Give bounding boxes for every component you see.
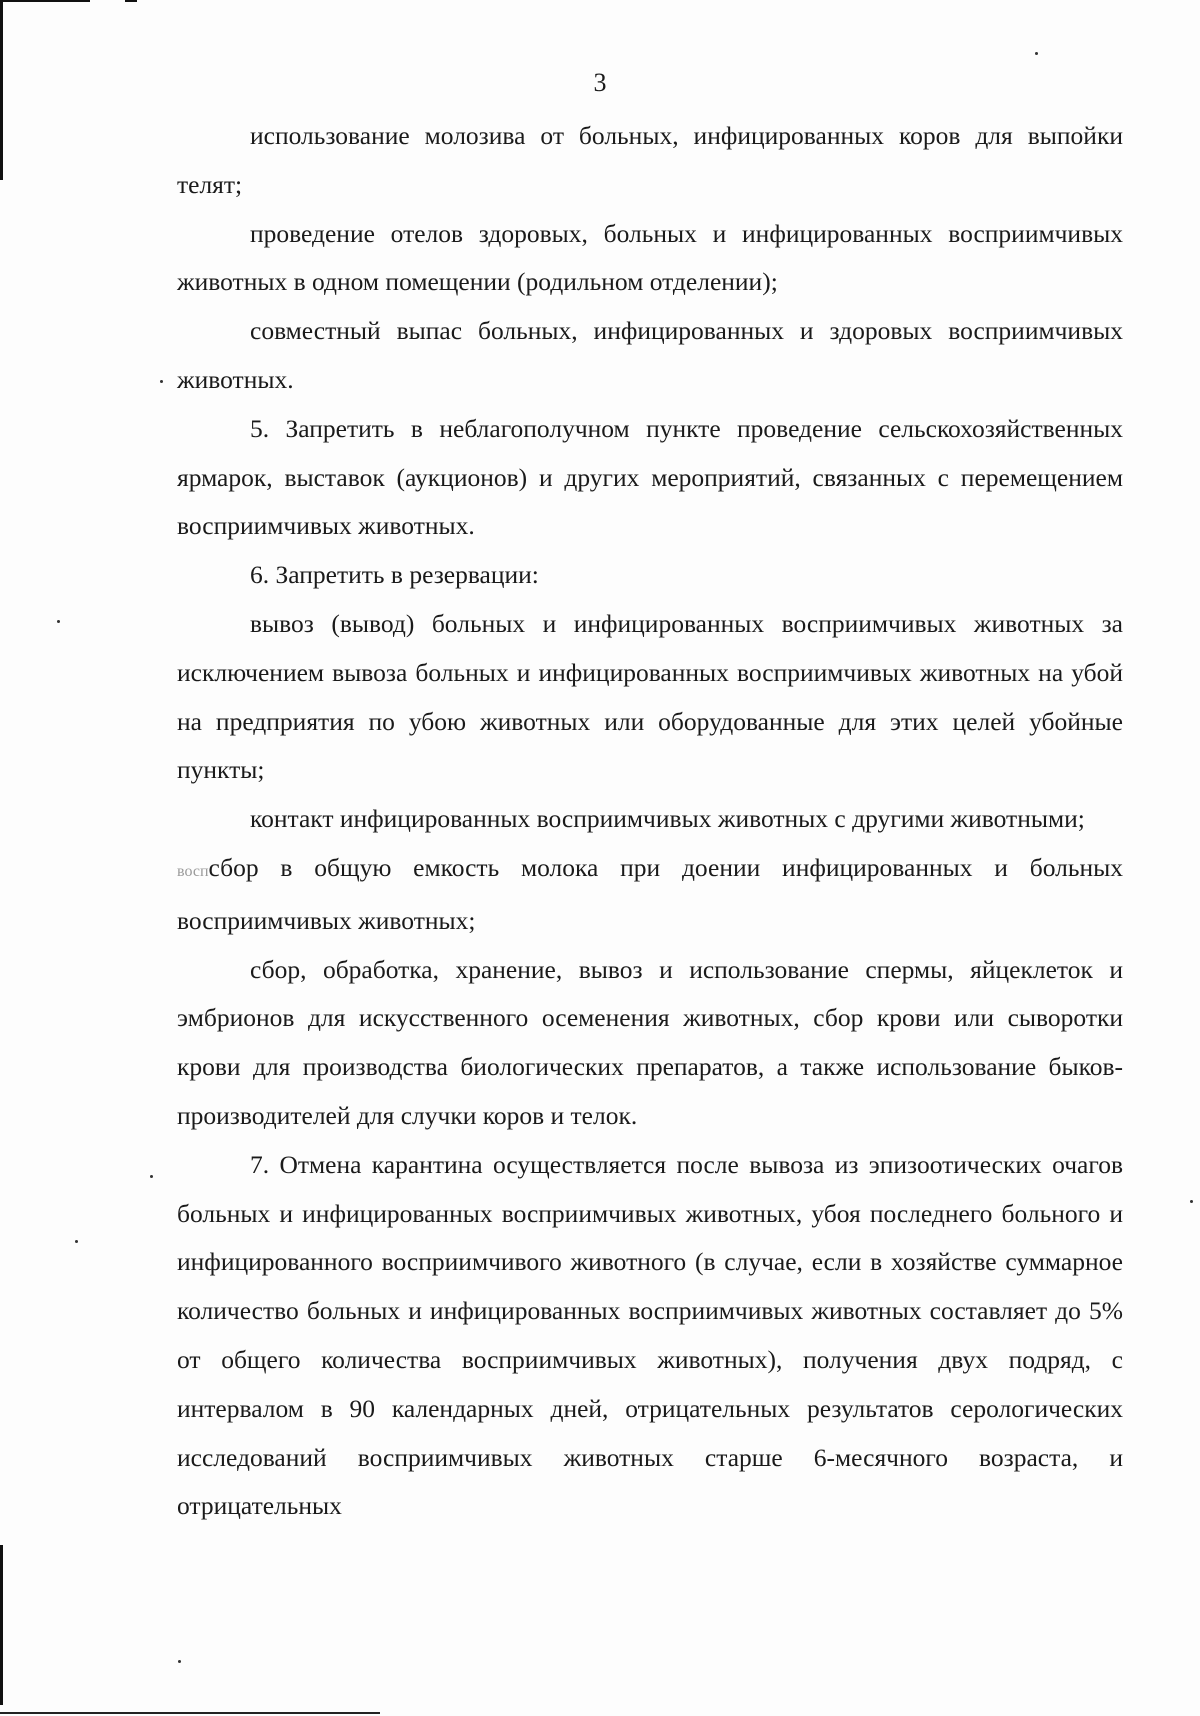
paragraph: 6. Запретить в резервации: bbox=[250, 560, 539, 590]
scan-speck bbox=[1190, 1200, 1193, 1203]
scan-edge-top bbox=[0, 0, 90, 2]
paragraph: совместный выпас больных, инфицированных и здоровых восприимчивых животных. bbox=[177, 316, 1123, 394]
scan-edge-bottom bbox=[0, 1712, 380, 1714]
paragraph-text: сбор в общую емкость молока при доении инфицированных и больных восприимчивых животных; bbox=[177, 852, 1123, 935]
scan-edge-top-mark bbox=[125, 0, 137, 2]
scan-speck bbox=[178, 1660, 181, 1663]
paragraph: проведение отелов здоровых, больных и инфицированных восприимчивых животных в одном помещении (родильном отделении); bbox=[177, 218, 1123, 297]
document-body bbox=[177, 112, 1123, 1531]
scan-speck bbox=[1035, 52, 1038, 55]
paragraph: использование молозива от больных, инфицированных коров для выпойки телят; bbox=[177, 121, 1123, 199]
scan-artifact-text: восп bbox=[177, 862, 209, 880]
paragraph: вывоз (вывод) больных и инфицированных восприимчивых животных за исключением вывоза больных и инфицированных восприимчивых животных на убой на предприятия по убою животных или оборудованные для этих целей убойные пункты; bbox=[177, 608, 1123, 785]
paragraph: контакт инфицированных восприимчивых животных с другими животными; bbox=[250, 804, 1085, 834]
paragraph: сбор, обработка, хранение, вывоз и использование спермы, яйцеклеток и эмбрионов для искусственного осеменения животных, сбор крови или сыворотки крови для производства биологических препаратов, а также использование быков-производителей для случки коров и телок. bbox=[177, 954, 1123, 1130]
scan-edge-left-lower bbox=[0, 1545, 3, 1705]
paragraph: 7. Отмена карантина осуществляется после вывоза из эпизоотических очагов больных и инфицированных восприимчивых животных, убоя последнего больного и инфицированного восприимчивого животного (в случае, если в хозяйстве суммарное количество больных и инфицированных восприимчивых животных составляет до 5% от общего количества восприимчивых животных), получения двух подряд, с интервалом в 90 календарных дней, отрицательных результатов серологических исследований восприимчивых животных старше 6-месячного возраста, и отрицательных bbox=[177, 1149, 1123, 1521]
scan-speck bbox=[57, 620, 60, 623]
paragraph: 5. Запретить в неблагополучном пункте проведение сельскохозяйственных ярмарок, выставок (аукционов) и других мероприятий, связанных с перемещением восприимчивых животных. bbox=[177, 413, 1123, 541]
scan-speck bbox=[75, 1240, 78, 1243]
page-number: 3 bbox=[593, 68, 607, 97]
paragraph bbox=[177, 844, 1123, 946]
scan-speck bbox=[160, 380, 163, 383]
scan-speck bbox=[150, 1175, 153, 1178]
